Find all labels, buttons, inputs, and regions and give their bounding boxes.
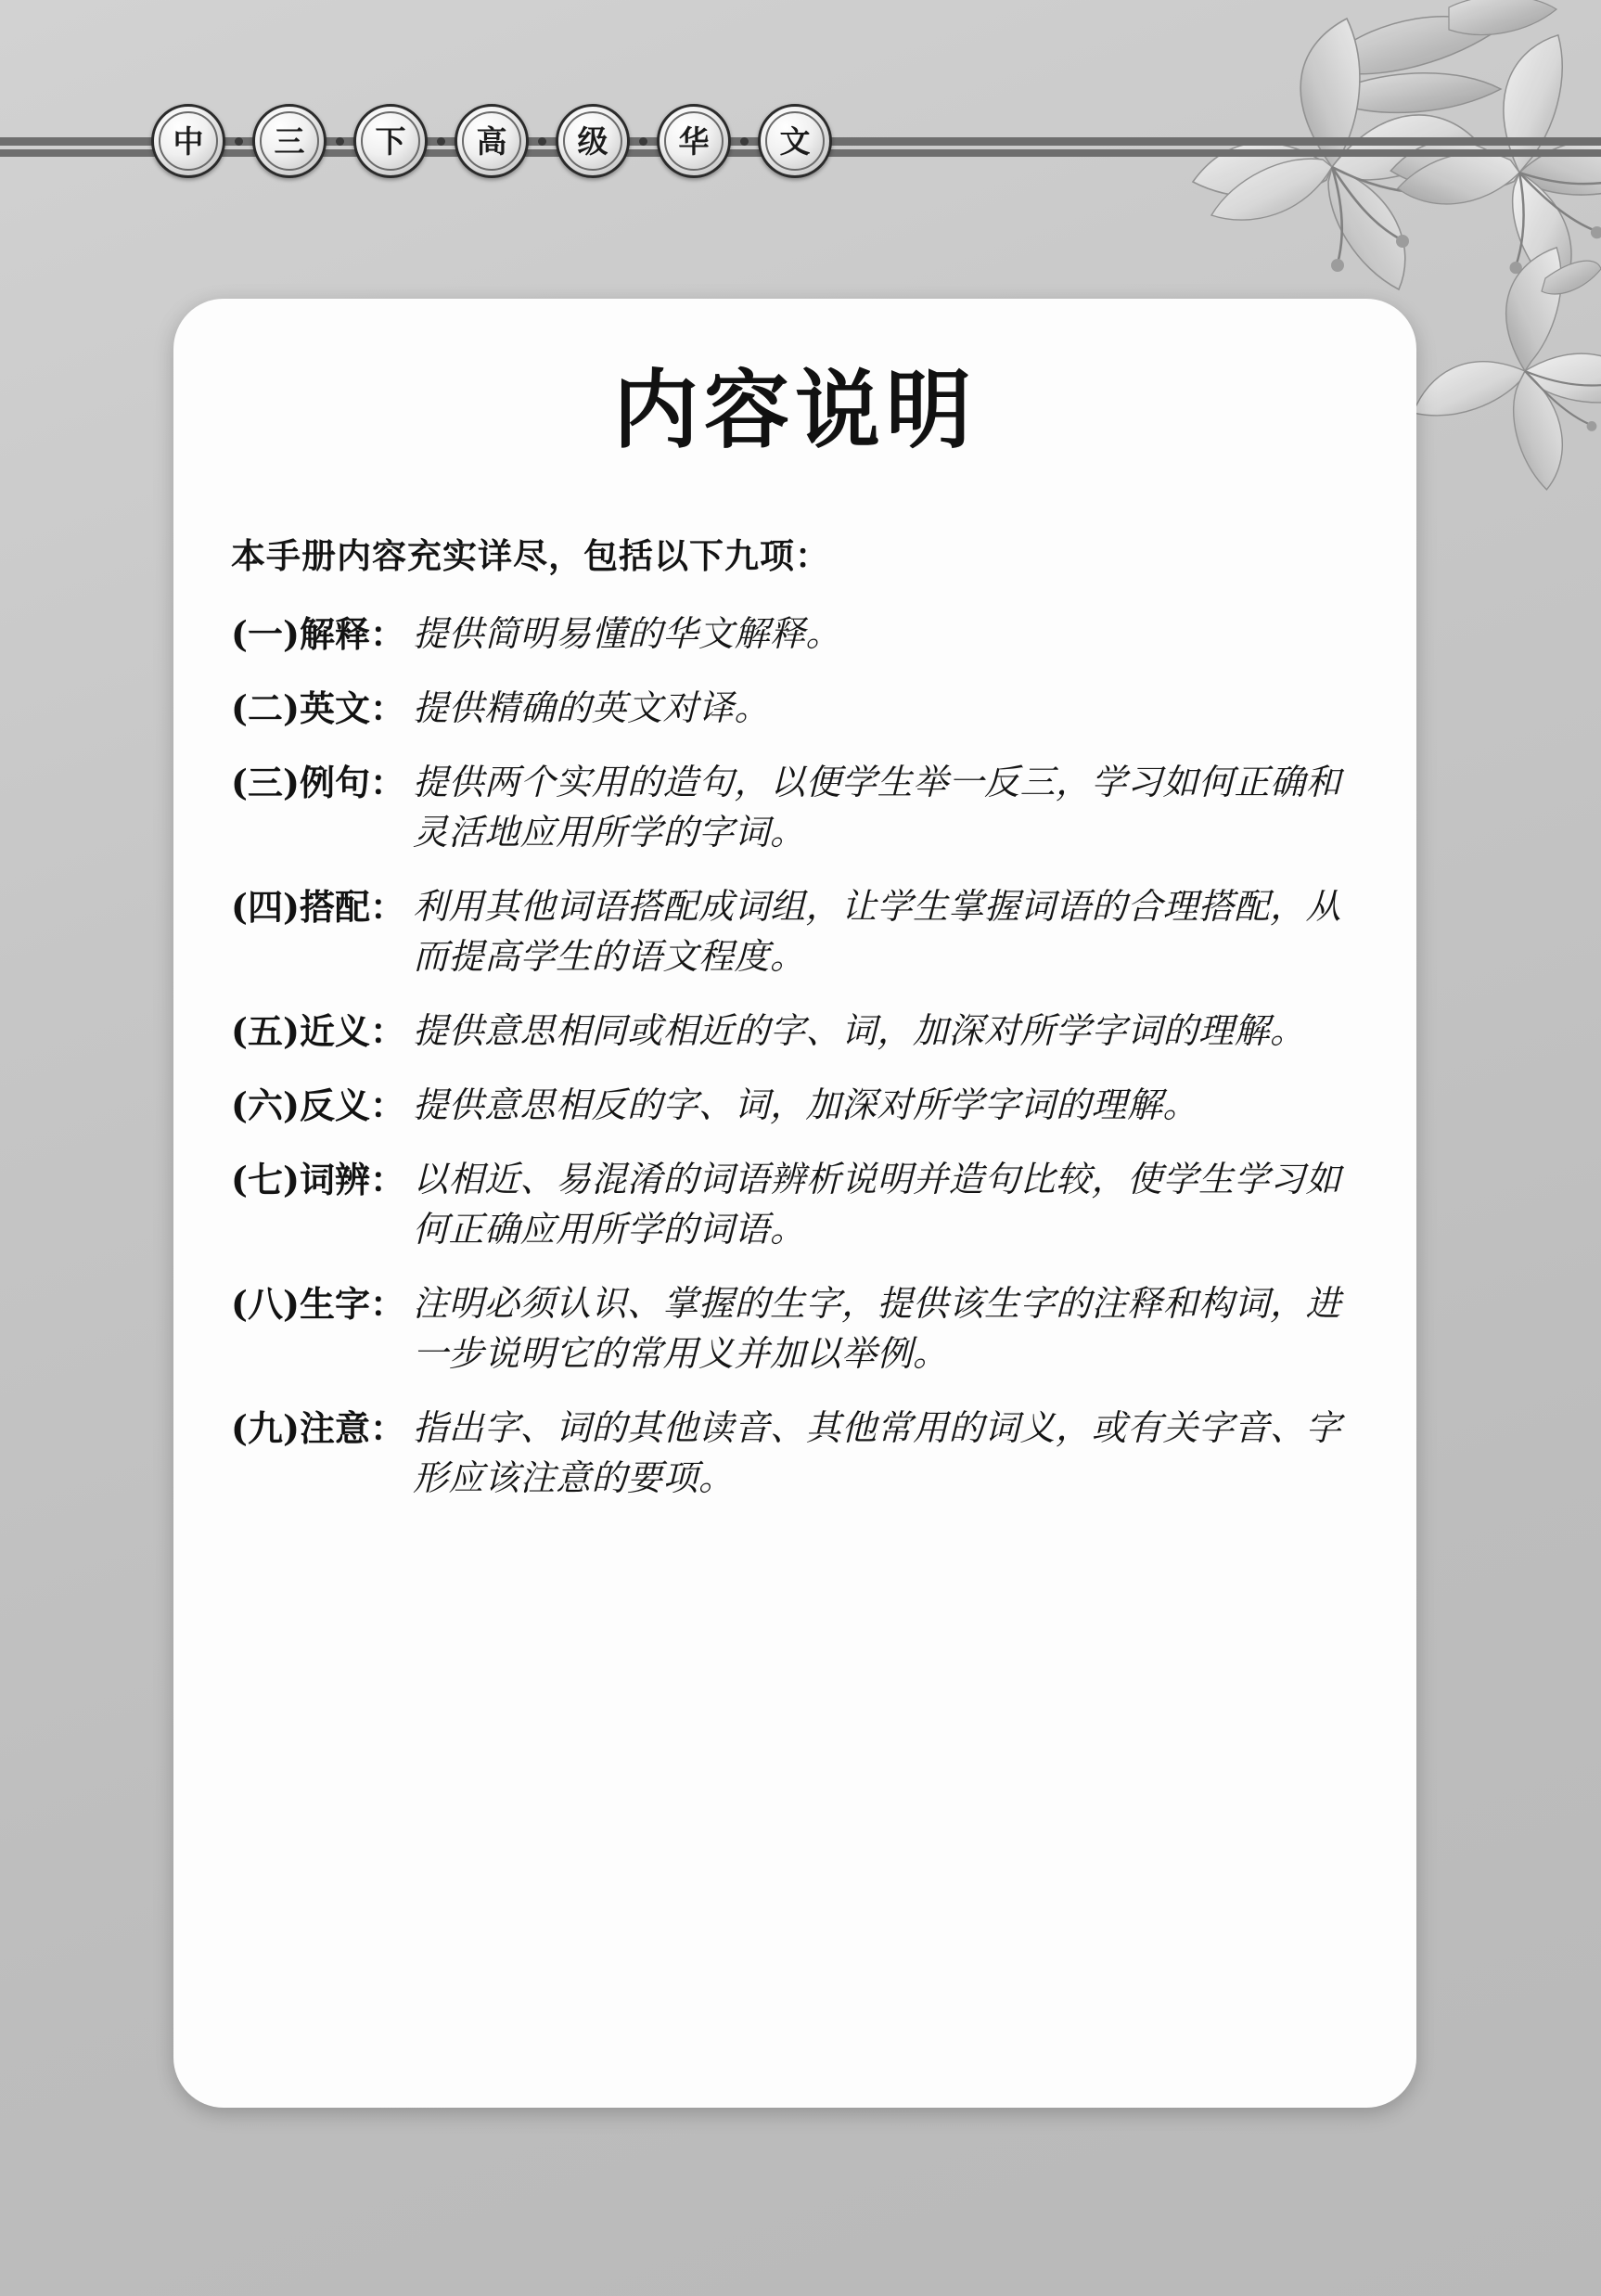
list-item-label: (四)搭配： xyxy=(231,886,405,928)
list-item xyxy=(231,684,1368,734)
list-item-label: (六)反义： xyxy=(231,1084,405,1126)
chip-separator-dot xyxy=(639,137,647,146)
header-chip-2 xyxy=(252,104,327,178)
chip-separator-dot xyxy=(538,137,546,146)
list-item-text: 提供意思相反的字、词，加深对所学字词的理解。 xyxy=(413,1084,1199,1125)
header-chip-2-label: 三 xyxy=(274,122,305,160)
list-item-text: 提供意思相同或相近的字、词，加深对所学字词的理解。 xyxy=(413,1009,1306,1051)
header-chip-1-label: 中 xyxy=(173,122,204,160)
list-item xyxy=(231,1279,1368,1379)
header-title-chips xyxy=(151,104,841,178)
header-chip-5 xyxy=(556,104,630,178)
list-item xyxy=(231,1155,1368,1255)
list-item-label: (二)英文： xyxy=(231,687,405,730)
list-item-label: (三)例句： xyxy=(231,762,405,804)
list-item xyxy=(231,1081,1368,1131)
chip-separator-dot xyxy=(437,137,445,146)
header-chip-7 xyxy=(758,104,832,178)
content-card xyxy=(173,299,1416,2108)
header-chip-3-label: 下 xyxy=(375,122,406,160)
list-item-label: (八)生字： xyxy=(231,1282,405,1325)
list-item xyxy=(231,609,1368,660)
list-item-text: 指出字、词的其他读音、其他常用的词义，或有关字音、字形应该注意的要项。 xyxy=(413,1406,1342,1498)
list-item-text: 注明必须认识、掌握的生字，提供该生字的注释和构词，进一步说明它的常用义并加以举例。 xyxy=(413,1282,1342,1374)
list-item xyxy=(231,882,1368,982)
list-item xyxy=(231,1007,1368,1057)
list-item-label: (一)解释： xyxy=(231,613,405,656)
list-item-label: (五)近义： xyxy=(231,1009,405,1052)
list-item xyxy=(231,1404,1368,1504)
header-chip-3 xyxy=(353,104,428,178)
chip-separator-dot xyxy=(336,137,344,146)
intro-paragraph: 本手册内容充实详尽，包括以下九项： xyxy=(231,536,830,577)
list-item-text: 提供精确的英文对译。 xyxy=(413,687,771,729)
header-chip-6 xyxy=(657,104,731,178)
header-chip-6-label: 华 xyxy=(678,122,710,160)
list-item-label: (七)词辨： xyxy=(231,1158,405,1200)
header-chip-1 xyxy=(151,104,225,178)
list-item-label: (九)注意： xyxy=(231,1406,405,1449)
list-item-text: 提供两个实用的造句，以便学生举一反三，学习如何正确和灵活地应用所学的字词。 xyxy=(413,762,1342,853)
header-chip-7-label: 文 xyxy=(779,122,811,160)
header-chip-4 xyxy=(455,104,529,178)
page-title: 内容说明 xyxy=(612,361,977,460)
list-item-text: 提供简明易懂的华文解释。 xyxy=(413,613,842,655)
chip-separator-dot xyxy=(235,137,243,146)
header-chip-5-label: 级 xyxy=(577,122,608,160)
list-item-text: 利用其他词语搭配成词组，让学生掌握词语的合理搭配，从而提高学生的语文程度。 xyxy=(413,886,1342,977)
content-item-list xyxy=(173,609,1416,1503)
list-item xyxy=(231,758,1368,858)
list-item-text: 以相近、易混淆的词语辨析说明并造句比较，使学生学习如何正确应用所学的词语。 xyxy=(413,1158,1342,1250)
header-chip-4-label: 高 xyxy=(476,122,507,160)
chip-separator-dot xyxy=(740,137,749,146)
